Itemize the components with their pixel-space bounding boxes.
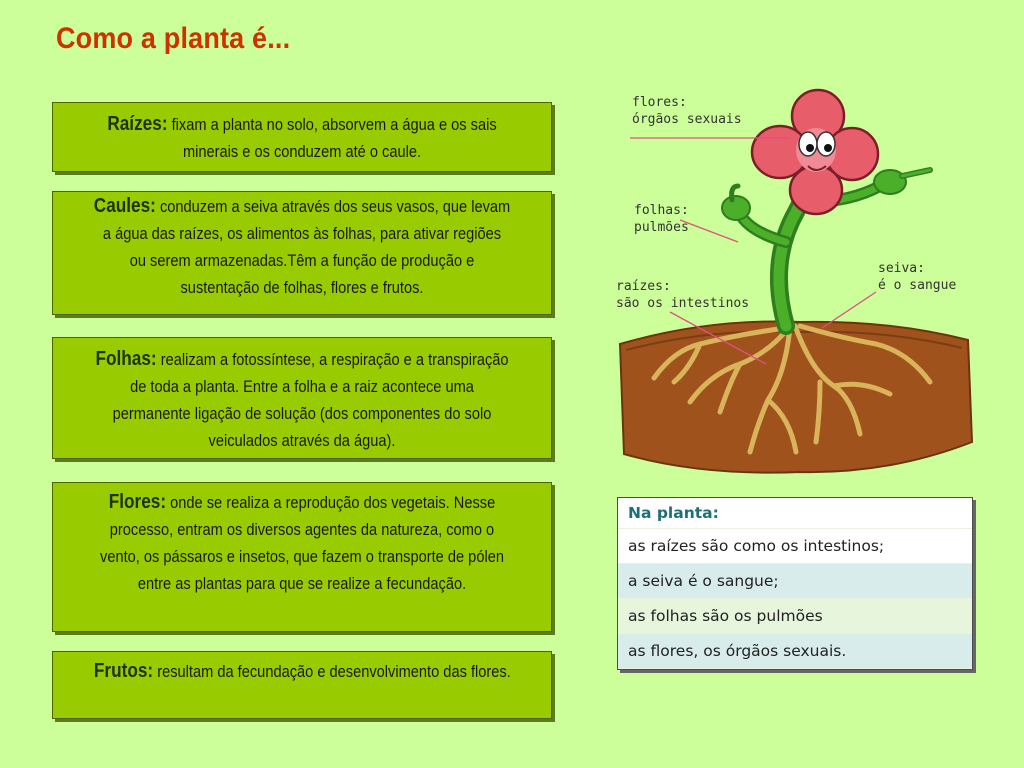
label-flores bbox=[632, 94, 742, 128]
section-folhas-head: Folhas: bbox=[95, 348, 157, 370]
label-seiva bbox=[878, 260, 956, 294]
section-folhas bbox=[52, 337, 552, 459]
label-folhas-desc: pulmões bbox=[634, 220, 689, 235]
page-title: Como a planta é... bbox=[56, 22, 291, 55]
section-folhas-text: realizam a fotossíntese, a respiração e a transpiração de toda a planta. Entre a folha e a raiz acontece uma permanente ligação de solução (dos componentes do solo veiculados através da água). bbox=[112, 350, 509, 450]
section-caules-text: conduzem a seiva através dos seus vasos, que levam a água das raízes, os alimentos às folhas, para ativar regiões ou serem armazenadas.Têm a função de produção e sustentação de folhas, flores e frutos. bbox=[102, 197, 511, 297]
label-folhas-title: folhas: bbox=[634, 203, 689, 218]
section-raizes bbox=[52, 102, 552, 172]
label-raizes-desc: são os intestinos bbox=[616, 296, 750, 311]
section-frutos-head: Frutos: bbox=[93, 660, 153, 682]
section-flores-text: onde se realiza a reprodução dos vegetais. Nesse processo, entram os diversos agentes da natureza, como o vento, os pássaros e insetos, que fazem o transporte de pólen entre as plantas para que se realize a fecundação. bbox=[100, 493, 504, 593]
plant-illustration bbox=[590, 82, 990, 482]
section-raizes-head: Raízes: bbox=[107, 113, 168, 135]
label-raizes-title: raízes: bbox=[616, 279, 671, 294]
section-flores-head: Flores: bbox=[108, 491, 167, 513]
section-caules bbox=[52, 191, 552, 315]
section-flores bbox=[52, 482, 552, 632]
label-flores-desc: órgãos sexuais bbox=[632, 112, 742, 127]
label-folhas bbox=[634, 202, 689, 236]
comparison-table bbox=[617, 497, 973, 670]
table-row: as raízes são como os intestinos; bbox=[618, 529, 972, 564]
section-raizes-text: fixam a planta no solo, absorvem a água e os sais minerais e os conduzem até o caule. bbox=[167, 115, 497, 161]
table-row: a seiva é o sangue; bbox=[618, 564, 972, 599]
label-seiva-desc: é o sangue bbox=[878, 278, 957, 293]
label-raizes bbox=[616, 278, 749, 312]
section-frutos bbox=[52, 651, 552, 719]
label-flores-title: flores: bbox=[632, 95, 687, 110]
label-seiva-title: seiva: bbox=[878, 261, 925, 276]
section-caules-head: Caules: bbox=[93, 195, 156, 217]
table-row: as folhas são os pulmões bbox=[618, 599, 972, 634]
table-header: Na planta: bbox=[618, 498, 972, 529]
table-row: as flores, os órgãos sexuais. bbox=[618, 634, 972, 669]
section-frutos-text: resultam da fecundação e desenvolvimento das flores. bbox=[152, 662, 511, 681]
